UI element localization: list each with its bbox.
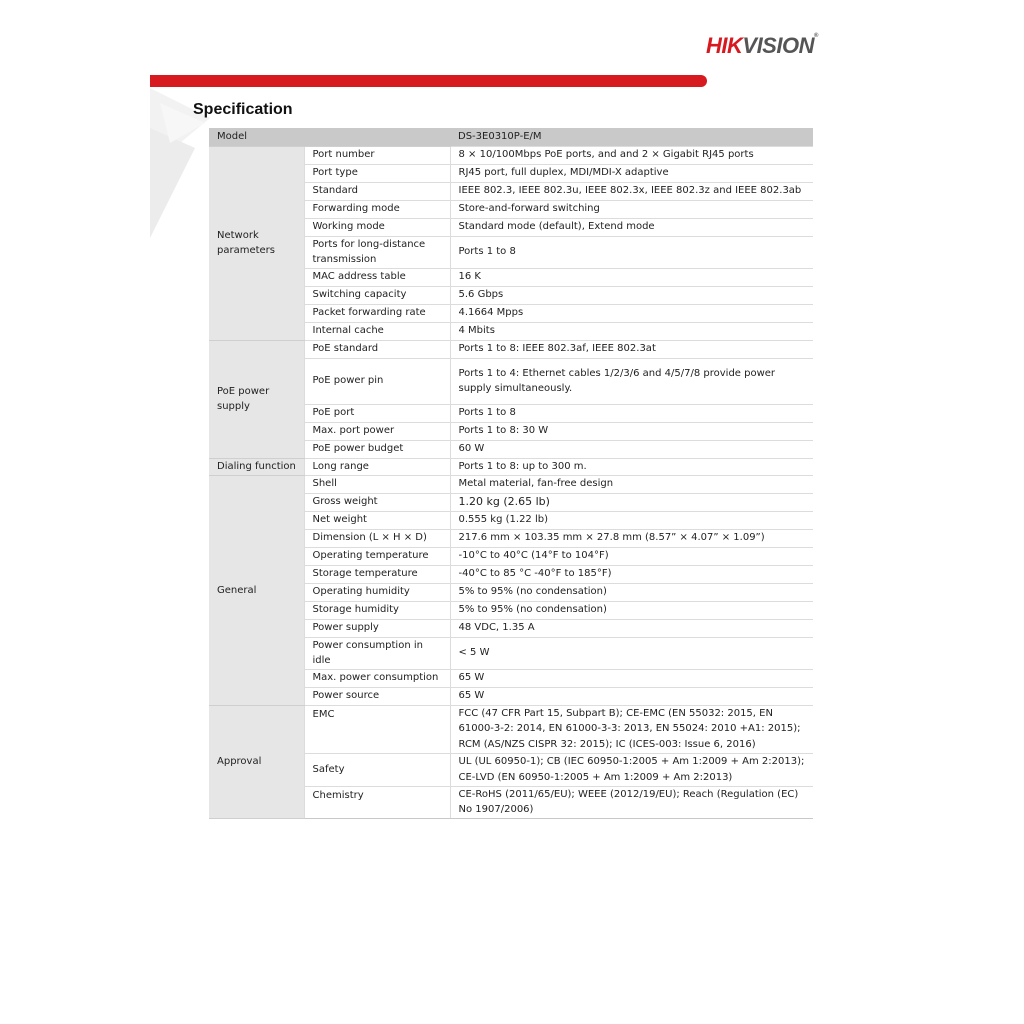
- spec-label: Max. port power: [304, 422, 450, 440]
- spec-label: Power supply: [304, 619, 450, 637]
- brand-logo-tm: ®: [813, 33, 818, 39]
- spec-header-label: Model: [209, 128, 450, 146]
- spec-value: FCC (47 CFR Part 15, Subpart B); CE-EMC (EN 55032: 2015, EN 61000-3-2: 2014, EN 61000-3-3: 2013, EN 55024: 2010 +A1: 2015); RCM (AS/NZS CISPR 32: 2015); IC (ICES-003: Issue 6, 2016): [450, 705, 813, 753]
- spec-row: [209, 475, 813, 493]
- spec-value: Ports 1 to 8: 30 W: [450, 422, 813, 440]
- header-red-bar: [150, 75, 707, 87]
- spec-header-row: [209, 128, 813, 146]
- spec-label: EMC: [304, 705, 450, 753]
- spec-value: 4.1664 Mpps: [450, 304, 813, 322]
- spec-label: Standard: [304, 182, 450, 200]
- spec-label: Long range: [304, 458, 450, 475]
- spec-value: Standard mode (default), Extend mode: [450, 218, 813, 236]
- spec-value: 5% to 95% (no condensation): [450, 601, 813, 619]
- spec-label: Operating humidity: [304, 583, 450, 601]
- spec-row: [209, 146, 813, 164]
- spec-group-general: General: [209, 475, 304, 705]
- spec-label: Power source: [304, 687, 450, 705]
- spec-value: 60 W: [450, 440, 813, 458]
- page-title: Specification: [193, 101, 293, 118]
- spec-value: 16 K: [450, 268, 813, 286]
- spec-value: Store-and-forward switching: [450, 200, 813, 218]
- spec-value: 8 × 10/100Mbps PoE ports, and and 2 × Gigabit RJ45 ports: [450, 146, 813, 164]
- spec-label: Switching capacity: [304, 286, 450, 304]
- spec-label: Port number: [304, 146, 450, 164]
- spec-label: Gross weight: [304, 493, 450, 511]
- spec-value: CE-RoHS (2011/65/EU); WEEE (2012/19/EU); Reach (Regulation (EC) No 1907/2006): [450, 786, 813, 818]
- spec-group-dialing: Dialing function: [209, 458, 304, 475]
- spec-label: Packet forwarding rate: [304, 304, 450, 322]
- spec-label: PoE power budget: [304, 440, 450, 458]
- spec-value: 4 Mbits: [450, 322, 813, 340]
- spec-group-approval: Approval: [209, 705, 304, 818]
- spec-value: -10°C to 40°C (14°F to 104°F): [450, 547, 813, 565]
- spec-value: 48 VDC, 1.35 A: [450, 619, 813, 637]
- spec-value: IEEE 802.3, IEEE 802.3u, IEEE 802.3x, IEEE 802.3z and IEEE 802.3ab: [450, 182, 813, 200]
- spec-label: Operating temperature: [304, 547, 450, 565]
- spec-label: Working mode: [304, 218, 450, 236]
- spec-value: Ports 1 to 8: IEEE 802.3af, IEEE 802.3at: [450, 340, 813, 358]
- spec-label: Storage humidity: [304, 601, 450, 619]
- spec-group-poe: PoE power supply: [209, 340, 304, 458]
- spec-label: PoE port: [304, 404, 450, 422]
- spec-label: Port type: [304, 164, 450, 182]
- spec-value: 1.20 kg (2.65 lb): [450, 493, 813, 511]
- spec-value: 5% to 95% (no condensation): [450, 583, 813, 601]
- spec-label: Power consumption in idle: [304, 637, 450, 669]
- spec-label: MAC address table: [304, 268, 450, 286]
- spec-label: Net weight: [304, 511, 450, 529]
- spec-label: Max. power consumption: [304, 669, 450, 687]
- spec-value: 0.555 kg (1.22 lb): [450, 511, 813, 529]
- spec-value: 5.6 Gbps: [450, 286, 813, 304]
- spec-value: RJ45 port, full duplex, MDI/MDI-X adaptive: [450, 164, 813, 182]
- spec-label: Chemistry: [304, 786, 450, 818]
- spec-label: PoE power pin: [304, 358, 450, 404]
- spec-label: PoE standard: [304, 340, 450, 358]
- spec-label: Shell: [304, 475, 450, 493]
- spec-label: Dimension (L × H × D): [304, 529, 450, 547]
- spec-header-model: DS-3E0310P-E/M: [450, 128, 813, 146]
- spec-label: Internal cache: [304, 322, 450, 340]
- spec-value: -40°C to 85 °C -40°F to 185°F): [450, 565, 813, 583]
- spec-value: Metal material, fan-free design: [450, 475, 813, 493]
- spec-table: [209, 128, 813, 819]
- spec-value: UL (UL 60950-1); CB (IEC 60950-1:2005 + Am 1:2009 + Am 2:2013); CE-LVD (EN 60950-1:2005 + Am 1:2009 + Am 2:2013): [450, 753, 813, 786]
- spec-label: Ports for long-distance transmission: [304, 236, 450, 268]
- spec-group-network: Network parameters: [209, 146, 304, 340]
- spec-value: Ports 1 to 8: up to 300 m.: [450, 458, 813, 475]
- spec-label: Storage temperature: [304, 565, 450, 583]
- spec-label: Safety: [304, 753, 450, 786]
- spec-value: 65 W: [450, 669, 813, 687]
- spec-value: < 5 W: [450, 637, 813, 669]
- spec-label: Forwarding mode: [304, 200, 450, 218]
- spec-row: [209, 705, 813, 753]
- spec-value: 65 W: [450, 687, 813, 705]
- spec-value: Ports 1 to 8: [450, 236, 813, 268]
- brand-logo: [706, 33, 818, 59]
- spec-value: Ports 1 to 4: Ethernet cables 1/2/3/6 and 4/5/7/8 provide power supply simultaneously.: [450, 358, 813, 404]
- brand-logo-vision: VISION: [742, 33, 814, 58]
- spec-row: [209, 340, 813, 358]
- spec-row: [209, 458, 813, 475]
- spec-value: Ports 1 to 8: [450, 404, 813, 422]
- brand-logo-hik: HIK: [706, 33, 743, 58]
- spec-value: 217.6 mm × 103.35 mm × 27.8 mm (8.57” × 4.07” × 1.09”): [450, 529, 813, 547]
